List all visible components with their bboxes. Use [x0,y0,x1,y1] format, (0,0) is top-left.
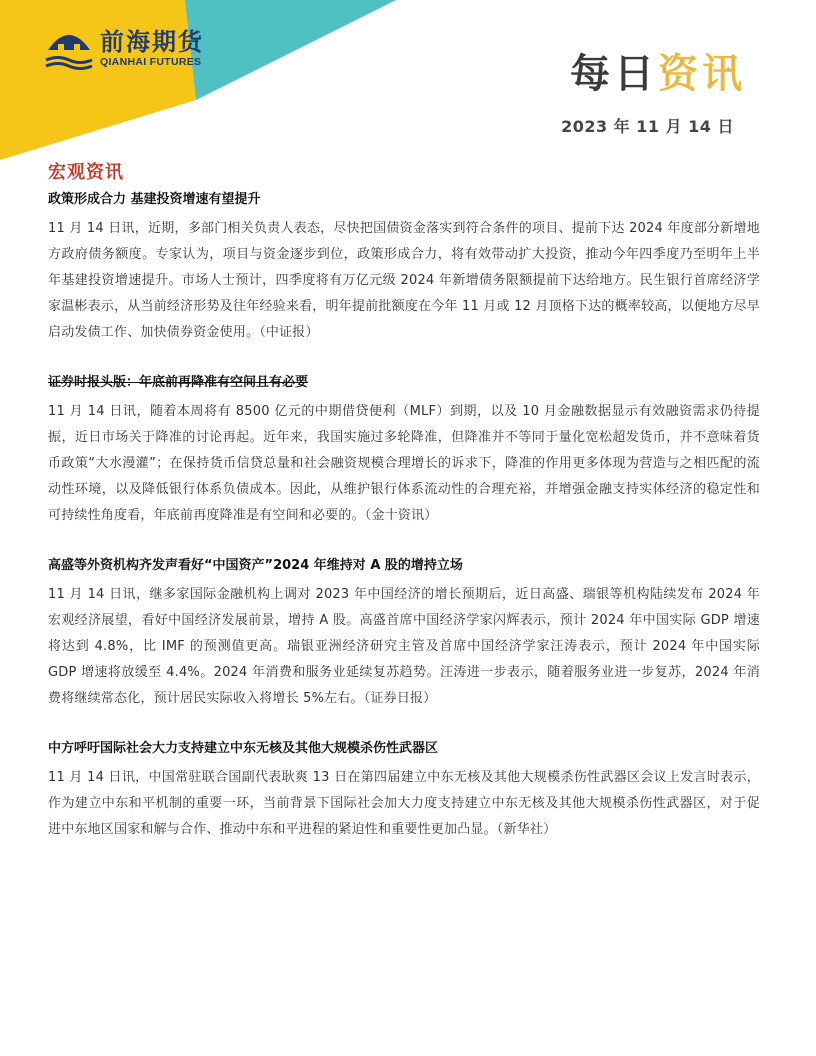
brand-name-cn: 前海期货 [100,27,204,56]
article-item [48,739,760,843]
article-body: 11 月 14 日讯，近期，多部门相关负责人表态，尽快把国债资金落实到符合条件的项目、提前下达 2024 年度部分新增地方政府债务额度。专家认为，项目与资金逐步到位，政策形成合力，将有效带动扩大投资，推动今年四季度乃至明年上半年基建投资增速提升。市场人士预计，四季度将有万亿元级 2024 年新增债务限额提前下达给地方。民生银行首席经济学家温彬表示，从当前经济形势及往年经验来看，明年提前批额度在今年 11 月或 12 月顶格下达的概率较高，以便地方尽早启动发债工作、加快债券资金使用。（中证报） [48,221,760,340]
article-item [48,373,760,529]
page-title-part2: 资讯 [658,51,746,97]
company-logo [44,26,204,70]
article-headline: 证券时报头版：年底前再降准有空间且有必要 [48,375,309,390]
page-title [570,46,746,102]
article-list [48,190,760,870]
page-title-part1: 每日 [570,51,658,97]
article-headline: 中方呼吁国际社会大力支持建立中东无核及其他大规模杀伤性武器区 [48,741,439,756]
brand-name-en: QIANHAI FUTURES [100,56,202,68]
section-title: 宏观资讯 [48,162,124,183]
article-body: 11 月 14 日讯，随着本周将有 8500 亿元的中期借贷便利（MLF）到期，以及 10 月金融数据显示有效融资需求仍待提振，近日市场关于降准的讨论再起。近年来，我国实施过多轮降准，但降准并不等同于量化宽松超发货币，并不意味着货币政策“大水漫灌”；在保持货币信贷总量和社会融资规模合理增长的诉求下，降准的作用更多体现为营造与之相匹配的流动性环境，以及降低银行体系负债成本。因此，从维护银行体系流动性的合理充裕，并增强金融支持实体经济的稳定性和可持续性角度看，年底前再度降准是有空间和必要的。（金十资讯） [48,404,760,523]
article-headline: 高盛等外资机构齐发声看好“中国资产”2024 年维持对 A 股的增持立场 [48,558,463,573]
report-date: 2023 年 11 月 14 日 [561,117,734,136]
article-item [48,190,760,346]
article-headline: 政策形成合力 基建投资增速有望提升 [48,192,261,207]
logo-mark-icon [44,26,94,70]
article-body: 11 月 14 日讯，继多家国际金融机构上调对 2023 年中国经济的增长预期后，近日高盛、瑞银等机构陆续发布 2024 年宏观经济展望，看好中国经济发展前景，增持 A 股。高盛首席中国经济学家闪辉表示，预计 2024 年中国实际 GDP 增速将达到 4.8%，比 IMF 的预测值更高。瑞银亚洲经济研究主管及首席中国经济学家汪涛表示，预计 2024 年中国实际 GDP 增速将放缓至 4.4%。2024 年消费和服务业延续复苏趋势。汪涛进一步表示，随着服务业进一步复苏，2024 年消费将继续常态化，预计居民实际收入将增长 5%左右。（证券日报） [48,587,760,706]
article-item [48,556,760,712]
article-body: 11 月 14 日讯，中国常驻联合国副代表耿爽 13 日在第四届建立中东无核及其他大规模杀伤性武器区会议上发言时表示，作为建立中东和平机制的重要一环，当前背景下国际社会加大力度支持建立中东无核及其他大规模杀伤性武器区，对于促进中东地区国家和解与合作、推动中东和平进程的紧迫性和重要性更加凸显。（新华社） [48,770,760,837]
